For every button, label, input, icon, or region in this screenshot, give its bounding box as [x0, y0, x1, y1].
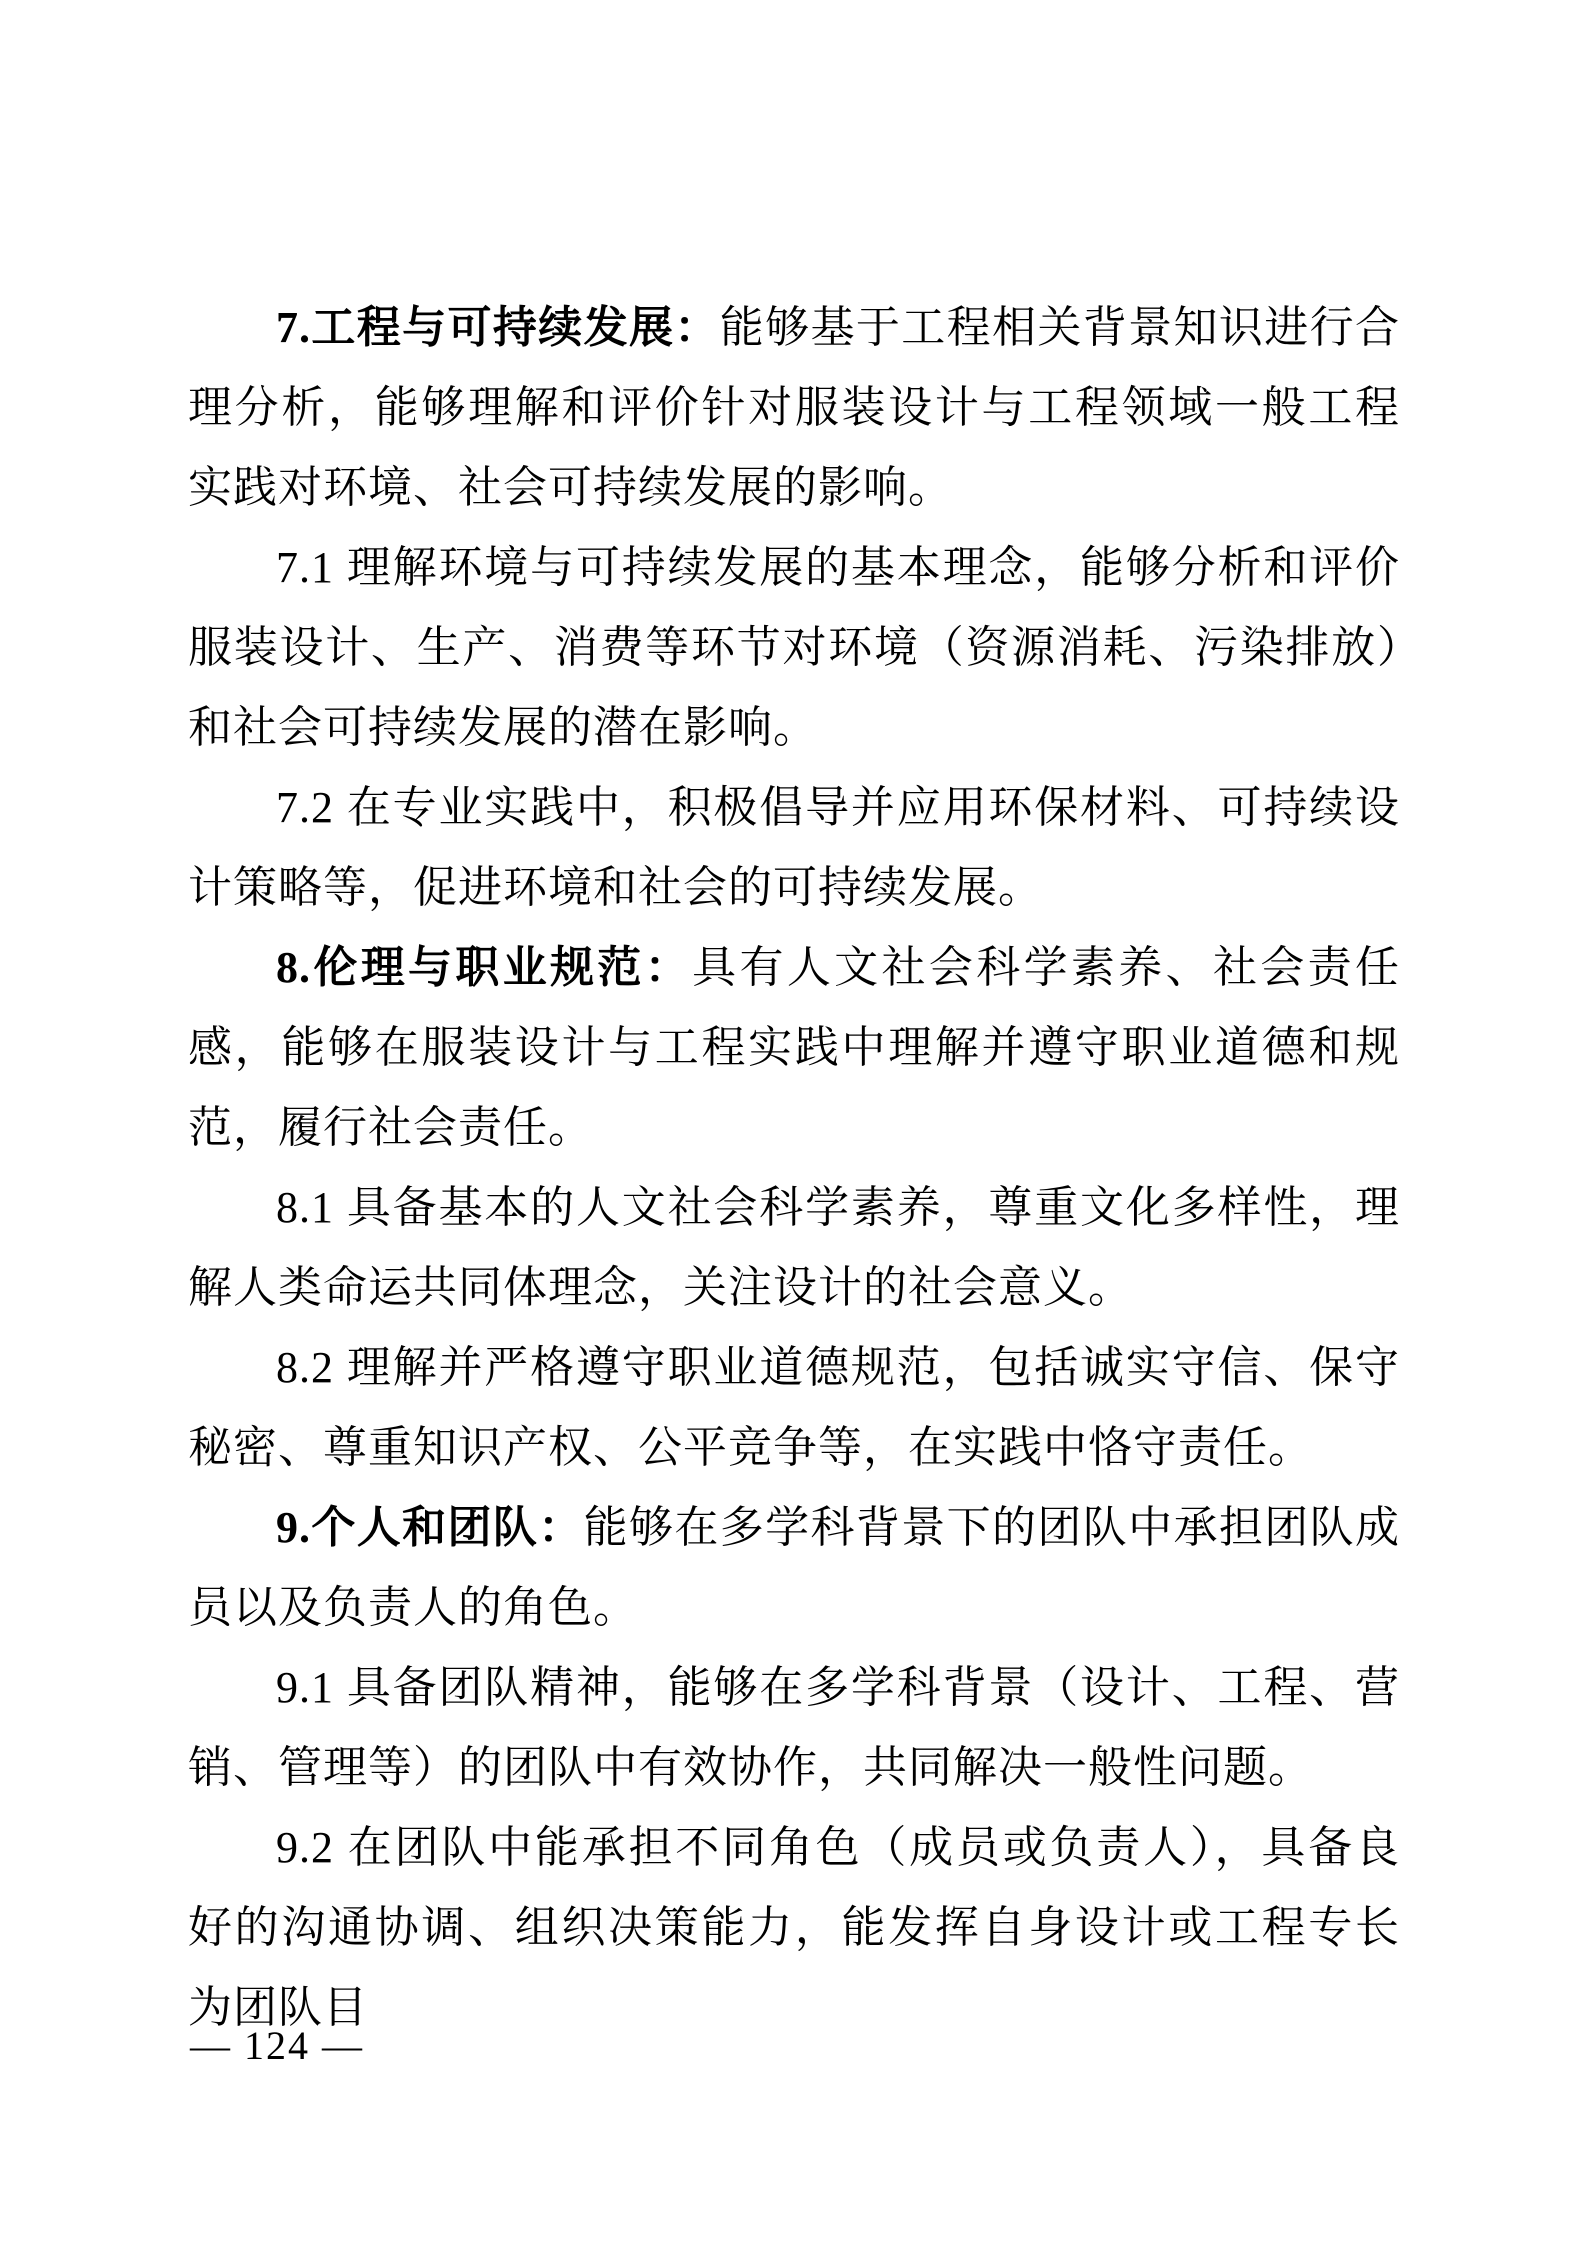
paragraph-8-text: 具有人文社会科学素养、社会责任感，能够在服装设计与工程实践中理解并遵守职业道德和规范，履行社会责任。 — [188, 943, 1401, 1152]
paragraph-8-ethics-norms — [188, 928, 1400, 1168]
paragraph-8-1-text: 8.1 具备基本的人文社会科学素养，尊重文化多样性，理解人类命运共同体理念，关注设计的社会意义。 — [188, 1183, 1400, 1312]
paragraph-7-2-text: 7.2 在专业实践中，积极倡导并应用环保材料、可持续设计策略等，促进环境和社会的可持续发展。 — [188, 783, 1400, 912]
document-body — [188, 288, 1400, 2048]
paragraph-9-2 — [188, 1808, 1400, 2048]
paragraph-7-1-text: 7.1 理解环境与可持续发展的基本理念，能够分析和评价服装设计、生产、消费等环节对环境（资源消耗、污染排放）和社会可持续发展的潜在影响。 — [188, 543, 1400, 752]
paragraph-7-2 — [188, 768, 1400, 928]
paragraph-7-text: 能够基于工程相关背景知识进行合理分析，能够理解和评价针对服装设计与工程领域一般工程实践对环境、社会可持续发展的影响。 — [188, 303, 1400, 512]
paragraph-9-1-text: 9.1 具备团队精神，能够在多学科背景（设计、工程、营销、管理等）的团队中有效协作，共同解决一般性问题。 — [188, 1663, 1400, 1792]
paragraph-9-1 — [188, 1648, 1400, 1808]
paragraph-8-2-text: 8.2 理解并严格遵守职业道德规范，包括诚实守信、保守秘密、尊重知识产权、公平竞争等，在实践中恪守责任。 — [188, 1343, 1400, 1472]
paragraph-8-heading: 8.伦理与职业规范： — [276, 943, 693, 992]
page-number: — 124 — — [190, 2023, 364, 2068]
paragraph-8-1 — [188, 1168, 1400, 1328]
paragraph-9-2-text: 9.2 在团队中能承担不同角色（成员或负责人），具备良好的沟通协调、组织决策能力，能发挥自身设计或工程专长为团队目 — [188, 1823, 1400, 2032]
paragraph-7-engineering-sustainability — [188, 288, 1400, 528]
paragraph-9-text: 能够在多学科背景下的团队中承担团队成员以及负责人的角色。 — [188, 1503, 1400, 1632]
paragraph-7-heading: 7.工程与可持续发展： — [276, 303, 720, 352]
paragraph-8-2 — [188, 1328, 1400, 1488]
paragraph-9-heading: 9.个人和团队： — [276, 1503, 584, 1552]
paragraph-9-individual-team — [188, 1488, 1400, 1648]
paragraph-7-1 — [188, 528, 1400, 768]
